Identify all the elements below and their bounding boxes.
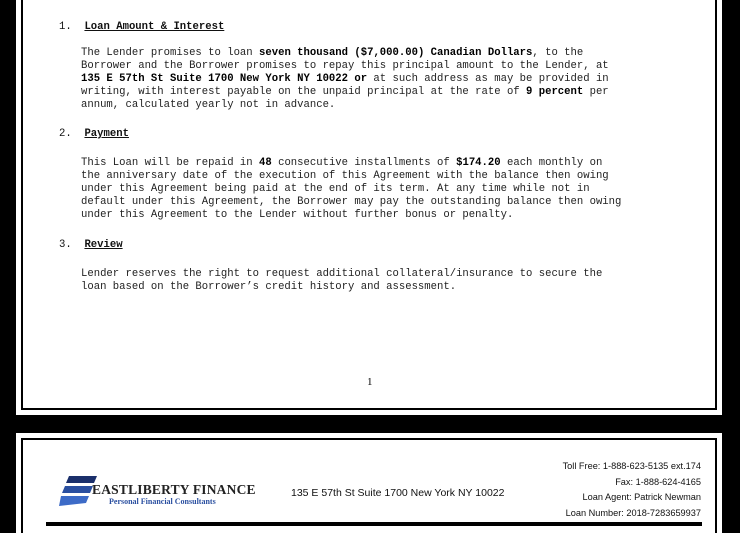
body-line: The Lender promises to loan seven thousand ($7,000.00) Canadian Dollars, to the [81,47,584,59]
body-line: Lender reserves the right to request additional collateral/insurance to secure the [81,268,603,280]
company-name: EASTLIBERTY FINANCE [92,482,256,497]
body-line: This Loan will be repaid in 48 consecutive installments of $174.20 each monthly on [81,157,603,169]
section-body [81,268,681,294]
emphasized-term: seven thousand ($7,000.00) Canadian Dollars [259,47,533,59]
company-address: 135 E 57th St Suite 1700 New York NY 10022 [291,487,505,499]
loan-agent: Loan Agent: Patrick Newman [582,492,701,502]
body-line: annum, calculated yearly not in advance. [81,99,336,112]
body-line: the anniversary date of the execution of this Agreement with the balance then owing [81,170,609,183]
company-tagline: Personal Financial Consultants [109,497,216,506]
section-body [81,157,681,222]
section-heading [59,128,129,140]
emphasized-term: $174.20 [456,157,501,169]
body-line: 135 E 57th St Suite 1700 New York NY 10022 or at such address as may be provided in [81,73,609,86]
section-title: Payment [84,128,129,140]
loan-number: Loan Number: 2018-7283659937 [565,507,701,518]
body-line: default under this Agreement, the Borrower may pay the outstanding balance then owing [81,196,622,209]
body-line: under this Agreement being paid at the end of its term. At any time while not in [81,183,590,196]
document-page [16,0,722,418]
section-number: 2. [59,128,72,140]
emphasized-term: 9 percent [526,86,584,99]
emphasized-term: 48 [259,157,272,169]
footer-rule [46,522,702,526]
page-number: 1 [367,376,373,388]
section-body [81,47,681,112]
body-line: Borrower and the Borrower promises to repay this principal amount to the Lender, at [81,60,609,73]
letterhead-footer [16,433,722,533]
emphasized-term: 135 E 57th St Suite 1700 New York NY 10022 or [81,73,368,86]
toll-free-number: Toll Free: 1-888-623-5135 ext.174 [562,461,701,471]
section-heading [59,21,224,33]
section-heading [59,239,123,251]
fax-number: Fax: 1-888-624-4165 [615,476,701,487]
body-line: loan based on the Borrower’s credit history and assessment. [81,281,457,294]
section-title: Review [84,239,123,251]
contact-block [563,459,701,521]
body-line: writing, with interest payable on the unpaid principal at the rate of 9 percent per [81,86,609,99]
section-title: Loan Amount & Interest [84,21,225,33]
section-number: 3. [59,239,72,251]
section-number: 1. [59,21,72,33]
body-line: under this Agreement to the Lender without further bonus or penalty. [81,209,514,222]
